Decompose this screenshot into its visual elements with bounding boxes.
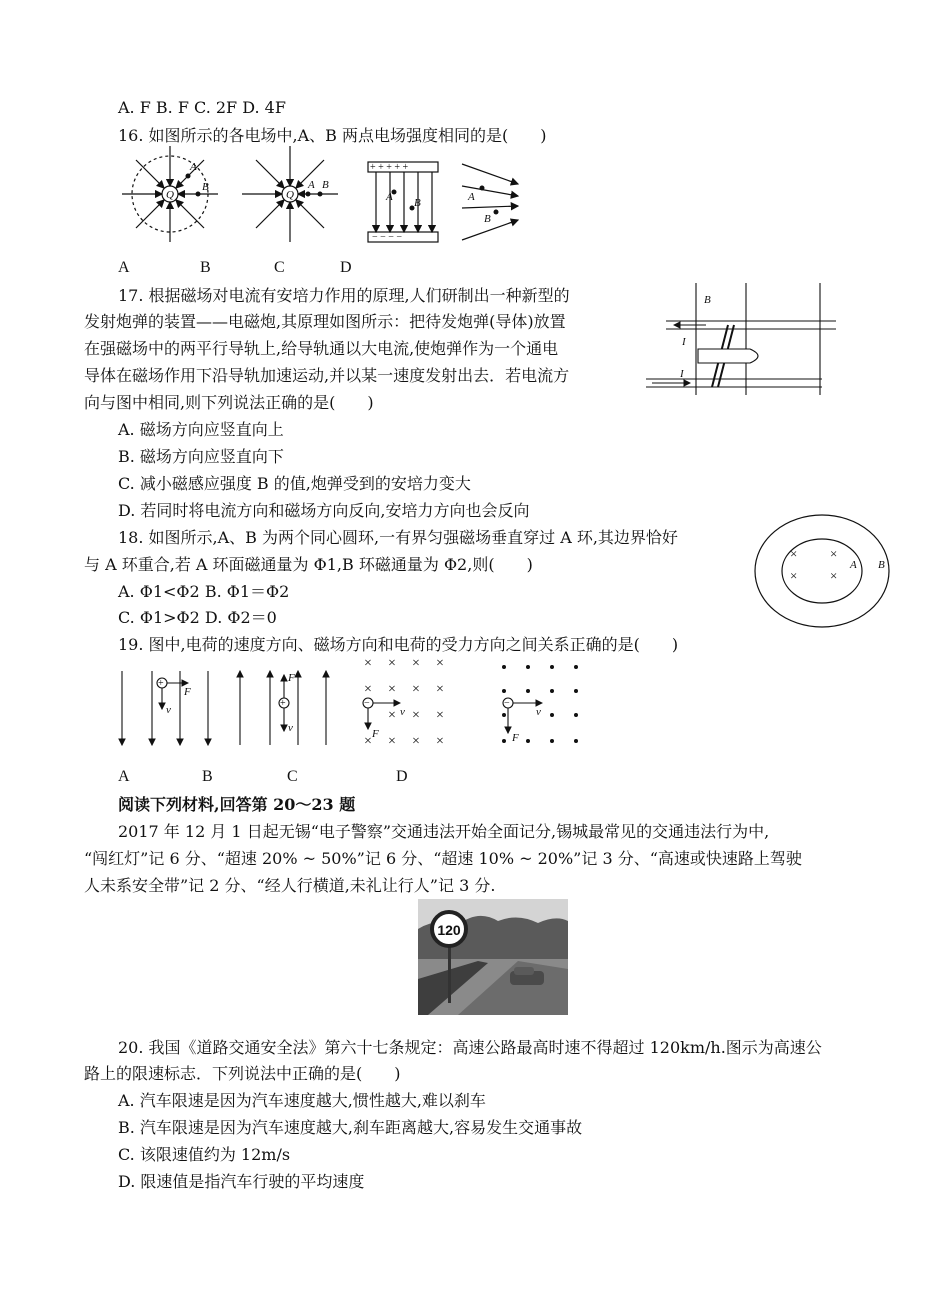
q17-line-4: 导体在磁场作用下沿导轨加速运动,并以某一速度发射出去．若电流方	[84, 366, 570, 385]
svg-text:B: B	[484, 213, 491, 225]
ring-b	[755, 515, 889, 627]
reading-line-3: 人未系安全带”记 2 分、“经人行横道,未礼让行人”记 3 分.	[84, 876, 496, 895]
q17-line-3: 在强磁场中的两平行导轨上,给导轨通以大电流,使炮弹作为一个通电	[84, 339, 559, 358]
q19-stem: 19. 图中,电荷的速度方向、磁场方向和电荷的受力方向之间关系正确的是( )	[118, 635, 679, 654]
q16-a-point-a	[186, 174, 191, 179]
q16-plus-plate: + + + + +	[370, 162, 409, 173]
q18-option-cd: C. Φ1>Φ2 D. Φ2＝0	[118, 608, 277, 627]
speed-limit-sign-text: 120	[437, 922, 461, 938]
reading-line-2: “闯红灯”记 6 分、“超速 20% ~ 50%”记 6 分、“超速 10% ~ 20%”记 3 分、“高速或快速路上驾驶	[84, 849, 802, 868]
svg-text:×: ×	[436, 682, 444, 697]
q18-line-1: 18. 如图所示,A、B 为两个同心圆环,一有界匀强磁场垂直穿过 A 环,其边界恰好	[118, 528, 678, 547]
q17-label-i-top: I	[682, 336, 686, 348]
q19-label-f-a: F	[184, 686, 191, 698]
q16-fig-c	[368, 162, 438, 242]
q19-label-f-c: F	[372, 728, 379, 740]
q18-rings-figure	[752, 512, 912, 630]
q16-charge-b: Q	[286, 189, 294, 201]
svg-text:×: ×	[436, 708, 444, 723]
q16-fig-label-c: C	[274, 259, 285, 276]
q20-line-2: 路上的限速标志．下列说法中正确的是( )	[84, 1064, 401, 1083]
q19-label-v-c: v	[400, 706, 405, 718]
q15-options: A. F B. F C. 2F D. 4F	[118, 98, 286, 117]
q16-label-pt-b: B	[202, 181, 209, 193]
q16-fig-label-b: B	[200, 259, 211, 276]
q20-option-c: C. 该限速值约为 12m/s	[118, 1145, 291, 1164]
svg-text:×: ×	[790, 546, 798, 561]
q17-line-5: 向与图中相同,则下列说法正确的是( )	[84, 393, 374, 412]
svg-text:−: −	[504, 698, 510, 709]
svg-text:B: B	[414, 197, 421, 209]
q20-option-a: A. 汽车限速是因为汽车速度越大,惯性越大,难以刹车	[118, 1091, 486, 1110]
svg-text:×: ×	[412, 708, 420, 723]
q16-a-point-b	[196, 192, 201, 197]
svg-text:B: B	[322, 179, 329, 191]
svg-text:×: ×	[412, 734, 420, 749]
q16-minus-plate: − − − −	[372, 232, 403, 243]
q16-label-pt-a: A	[190, 161, 197, 173]
q16-stem: 16. 如图所示的各电场中,A、B 两点电场强度相同的是( )	[118, 126, 547, 145]
q20-line-1: 20. 我国《道路交通安全法》第六十七条规定：高速公路最高时速不得超过 120km/h.图示为高速公	[118, 1038, 822, 1057]
q19-fig-label-c: C	[287, 768, 298, 785]
svg-text:×: ×	[412, 682, 420, 697]
q17-railgun-figure	[646, 283, 846, 395]
q19-figure	[110, 655, 610, 755]
svg-text:×: ×	[388, 708, 396, 723]
reading-line-1: 2017 年 12 月 1 日起无锡“电子警察”交通违法开始全面记分,锡城最常见的交通违法行为中,	[118, 822, 770, 841]
svg-text:−: −	[364, 698, 370, 709]
q17-line-2: 发射炮弹的装置——电磁炮,其原理如图所示：把待发炮弹(导体)放置	[84, 312, 566, 331]
q16-figure	[110, 148, 670, 258]
svg-text:A: A	[308, 179, 315, 191]
q18-line-2: 与 A 环重合,若 A 环面磁通量为 Φ1,B 环磁通量为 Φ2,则( )	[84, 555, 533, 574]
q17-label-b: B	[704, 294, 711, 306]
svg-text:×: ×	[830, 568, 838, 583]
q19-fig-label-b: B	[202, 768, 213, 785]
svg-text:×: ×	[790, 568, 798, 583]
svg-text:A: A	[386, 191, 393, 203]
q19-label-v-b: v	[288, 722, 293, 734]
q17-label-i-bottom: I	[680, 368, 684, 380]
q19-fig-a	[122, 671, 208, 745]
q20-option-d: D. 限速值是指汽车行驶的平均速度	[118, 1172, 365, 1191]
svg-text:×: ×	[412, 656, 420, 671]
speed-limit-photo	[418, 899, 568, 1015]
svg-text:A: A	[468, 191, 475, 203]
q19-label-v-d: v	[536, 706, 541, 718]
q19-label-f-b: F	[288, 672, 295, 684]
q18-label-b: B	[878, 559, 885, 571]
svg-text:×: ×	[830, 546, 838, 561]
svg-text:×: ×	[436, 734, 444, 749]
q17-option-c: C. 减小磁感应强度 B 的值,炮弹受到的安培力变大	[118, 474, 471, 493]
projectile-shape	[698, 349, 758, 363]
q16-fig-label-d: D	[340, 259, 352, 276]
q17-line-1: 17. 根据磁场对电流有安培力作用的原理,人们研制出一种新型的	[118, 286, 570, 305]
q16-fig-label-a: A	[118, 259, 130, 276]
q19-fig-label-a: A	[118, 768, 130, 785]
q19-fig-label-d: D	[396, 768, 408, 785]
reading-title: 阅读下列材料,回答第 20～23 题	[118, 795, 356, 814]
svg-text:×: ×	[364, 682, 372, 697]
svg-text:+: +	[280, 698, 286, 709]
svg-text:×: ×	[388, 734, 396, 749]
q16-charge-a: Q	[166, 189, 174, 201]
q19-label-f-d: F	[512, 732, 519, 744]
svg-text:×: ×	[436, 656, 444, 671]
q19-label-v-a: v	[166, 704, 171, 716]
svg-text:×: ×	[388, 656, 396, 671]
svg-text:×: ×	[388, 682, 396, 697]
svg-text:×: ×	[364, 734, 372, 749]
q17-option-a: A. 磁场方向应竖直向上	[118, 420, 284, 439]
q17-option-b: B. 磁场方向应竖直向下	[118, 447, 284, 466]
svg-text:×: ×	[364, 656, 372, 671]
q17-option-d: D. 若同时将电流方向和磁场方向反向,安培力方向也会反向	[118, 501, 530, 520]
q18-label-a: A	[850, 559, 857, 571]
q20-option-b: B. 汽车限速是因为汽车速度越大,刹车距离越大,容易发生交通事故	[118, 1118, 583, 1137]
svg-text:+: +	[158, 678, 164, 689]
q18-option-ab: A. Φ1<Φ2 B. Φ1＝Φ2	[118, 582, 290, 601]
